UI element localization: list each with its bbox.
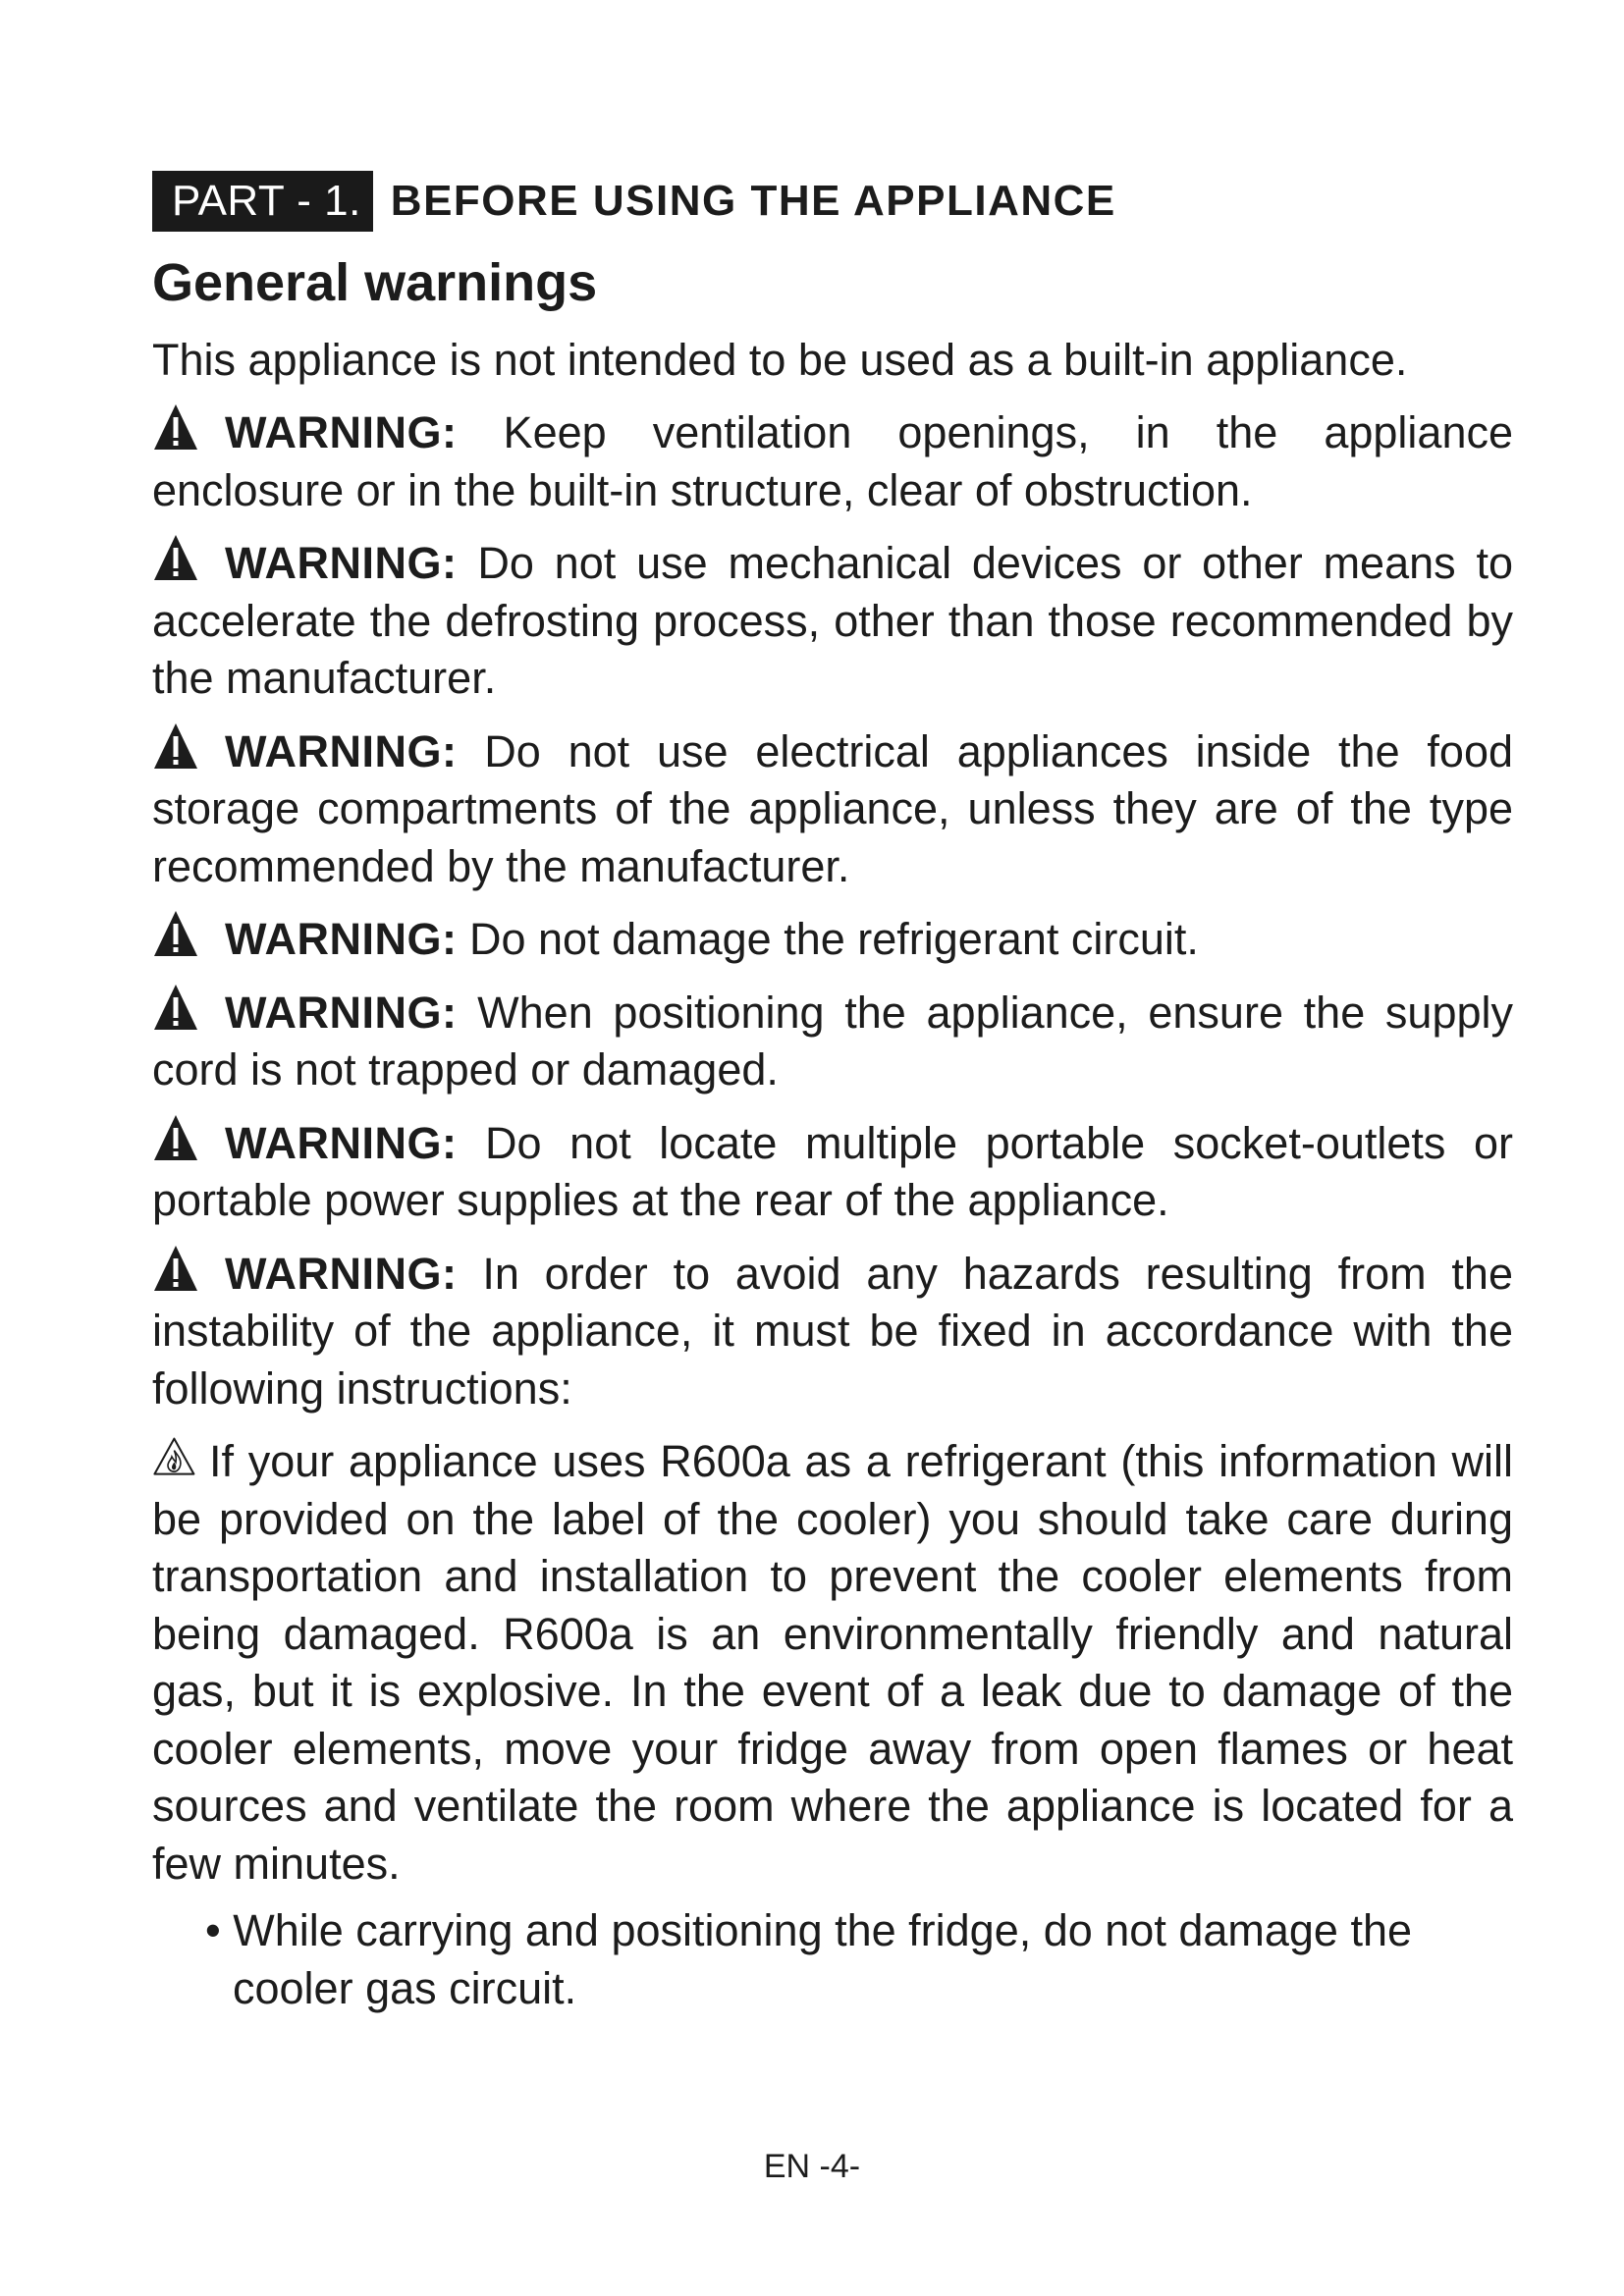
flammable-warning-icon [152, 1431, 207, 1482]
warning-text: Do not use electrical appliances inside the food storage compartments of the appliance, unless they are of the type recommended by the manufacturer. [152, 725, 1513, 891]
section-title: General warnings [152, 253, 598, 312]
warning-paragraph [152, 1113, 1513, 1230]
warning-text: In order to avoid any hazards resulting from the instability of the appliance, it must be fixed in accordance with the following instructions: [152, 1248, 1513, 1414]
flammable-note [152, 1431, 1513, 1893]
warning-text: Do not damage the refrigerant circuit. [457, 914, 1199, 964]
warning-label: WARNING: [225, 914, 458, 964]
warning-text: Do not locate multiple portable socket-outlets or portable power supplies at the rear of the appliance. [152, 1117, 1513, 1225]
warning-triangle-icon [152, 1244, 221, 1295]
warning-label: WARNING: [225, 407, 458, 457]
warning-paragraph [152, 1244, 1513, 1418]
warning-paragraph [152, 533, 1513, 708]
bullet-symbol: • [205, 1905, 221, 1955]
warning-triangle-icon [152, 983, 221, 1034]
warning-label: WARNING: [225, 538, 458, 588]
bullet-text: While carrying and positioning the fridge, do not damage the cooler gas circuit. [233, 1905, 1413, 2013]
warning-triangle-icon [152, 909, 221, 960]
warning-text: Keep ventilation openings, in the appliance enclosure or in the built-in structure, clear of obstruction. [152, 407, 1513, 515]
part-badge: PART - 1. [152, 171, 373, 232]
manual-page [152, 167, 1513, 2017]
warning-paragraph [152, 402, 1513, 519]
intro-text: This appliance is not intended to be used as a built-in appliance. [152, 335, 1408, 385]
bullet-list [152, 1902, 1513, 2017]
warning-triangle-icon [152, 721, 221, 773]
part-header [152, 167, 1513, 236]
warning-text: When positioning the appliance, ensure the supply cord is not trapped or damaged. [152, 987, 1513, 1095]
warning-label: WARNING: [225, 987, 458, 1038]
warning-paragraph [152, 983, 1513, 1099]
warning-label: WARNING: [225, 725, 458, 776]
warning-text: Do not use mechanical devices or other means to accelerate the defrosting process, other than those recommended by the manufacturer. [152, 538, 1513, 703]
warning-paragraph [152, 909, 1513, 969]
part-title: BEFORE USING THE APPLIANCE [390, 177, 1116, 225]
list-item [152, 1902, 1513, 2017]
flammable-note-text: If your appliance uses R600a as a refrigerant (this information will be provided on the label of the cooler) you should take care during transportation and installation to prevent the cooler elements from being damaged. R600a is an environmentally friendly and natural gas, but it is explosive. In the event of a leak due to damage of the cooler elements, move your fridge away from open flames or heat sources and ventilate the room where the appliance is located for a few minutes. [152, 1436, 1513, 1889]
warning-label: WARNING: [225, 1117, 458, 1168]
warning-triangle-icon [152, 1113, 221, 1164]
warning-paragraph [152, 721, 1513, 896]
warning-triangle-icon [152, 402, 221, 454]
page-footer: EN -4- [763, 2148, 861, 2185]
warnings-list [152, 402, 1513, 1417]
warning-label: WARNING: [225, 1248, 458, 1299]
warning-triangle-icon [152, 533, 221, 584]
